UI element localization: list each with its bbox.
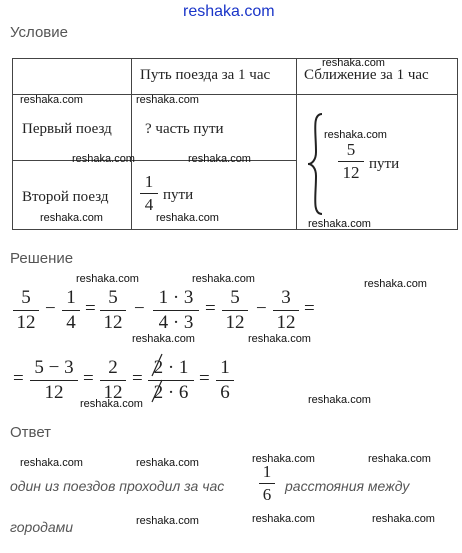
site-watermark: reshaka.com <box>183 3 275 20</box>
watermark: reshaka.com <box>136 94 199 106</box>
answer-text-part2: расстояния между <box>285 478 410 494</box>
operator: = <box>13 368 24 389</box>
watermark: reshaka.com <box>192 273 255 285</box>
approach-fraction: 5 12 <box>338 140 364 183</box>
watermark: reshaka.com <box>72 153 135 165</box>
watermark: reshaka.com <box>156 212 219 224</box>
answer-text-part3: городами <box>10 519 74 535</box>
row2-label: Второй поезд <box>22 189 109 205</box>
watermark: reshaka.com <box>252 453 315 465</box>
table-header-approach: Сближение за 1 час <box>304 67 429 83</box>
fraction: 1 4 <box>62 287 80 334</box>
watermark: reshaka.com <box>322 57 385 69</box>
watermark: reshaka.com <box>308 218 371 230</box>
operator: = <box>85 298 96 319</box>
watermark: reshaka.com <box>76 273 139 285</box>
answer-heading: Ответ <box>10 424 52 441</box>
watermark: reshaka.com <box>20 457 83 469</box>
operator: − <box>134 298 145 319</box>
fraction: 2 · 1 2 · 6 <box>148 357 194 404</box>
watermark: reshaka.com <box>20 94 83 106</box>
watermark: reshaka.com <box>188 153 251 165</box>
fraction: 1 6 <box>216 357 234 404</box>
watermark: reshaka.com <box>80 398 143 410</box>
operator: = <box>83 368 94 389</box>
row1-label: Первый поезд <box>22 121 112 137</box>
watermark: reshaka.com <box>252 513 315 525</box>
operator: = <box>132 368 143 389</box>
row2-unit: пути <box>163 187 194 203</box>
watermark: reshaka.com <box>368 453 431 465</box>
watermark: reshaka.com <box>248 333 311 345</box>
operator: − <box>45 298 56 319</box>
solution-heading: Решение <box>10 250 74 267</box>
operator: − <box>256 298 267 319</box>
row2-fraction: 1 4 <box>140 172 158 215</box>
condition-heading: Условие <box>10 24 68 41</box>
cancel-stroke-icon <box>150 352 164 404</box>
watermark: reshaka.com <box>136 515 199 527</box>
watermark: reshaka.com <box>364 278 427 290</box>
fraction: 1 · 3 4 · 3 <box>153 287 199 334</box>
watermark: reshaka.com <box>372 513 435 525</box>
curly-brace-icon <box>306 112 328 216</box>
fraction: 5 12 <box>100 287 126 334</box>
row1-value: ? часть пути <box>145 121 224 137</box>
watermark: reshaka.com <box>324 129 387 141</box>
table-header-path: Путь поезда за 1 час <box>140 67 271 83</box>
operator: = <box>304 298 315 319</box>
fraction: 5 12 <box>13 287 39 334</box>
watermark: reshaka.com <box>136 457 199 469</box>
operator: = <box>199 368 210 389</box>
watermark: reshaka.com <box>308 394 371 406</box>
watermark: reshaka.com <box>40 212 103 224</box>
answer-fraction: 1 6 <box>259 462 275 505</box>
operator: = <box>205 298 216 319</box>
approach-unit: пути <box>369 156 400 172</box>
fraction: 5 12 <box>222 287 248 334</box>
fraction: 3 12 <box>273 287 299 334</box>
watermark: reshaka.com <box>132 333 195 345</box>
answer-text-part1: один из поездов проходил за час <box>10 478 225 494</box>
fraction: 2 12 <box>100 357 126 404</box>
fraction: 5 − 3 12 <box>30 357 78 404</box>
